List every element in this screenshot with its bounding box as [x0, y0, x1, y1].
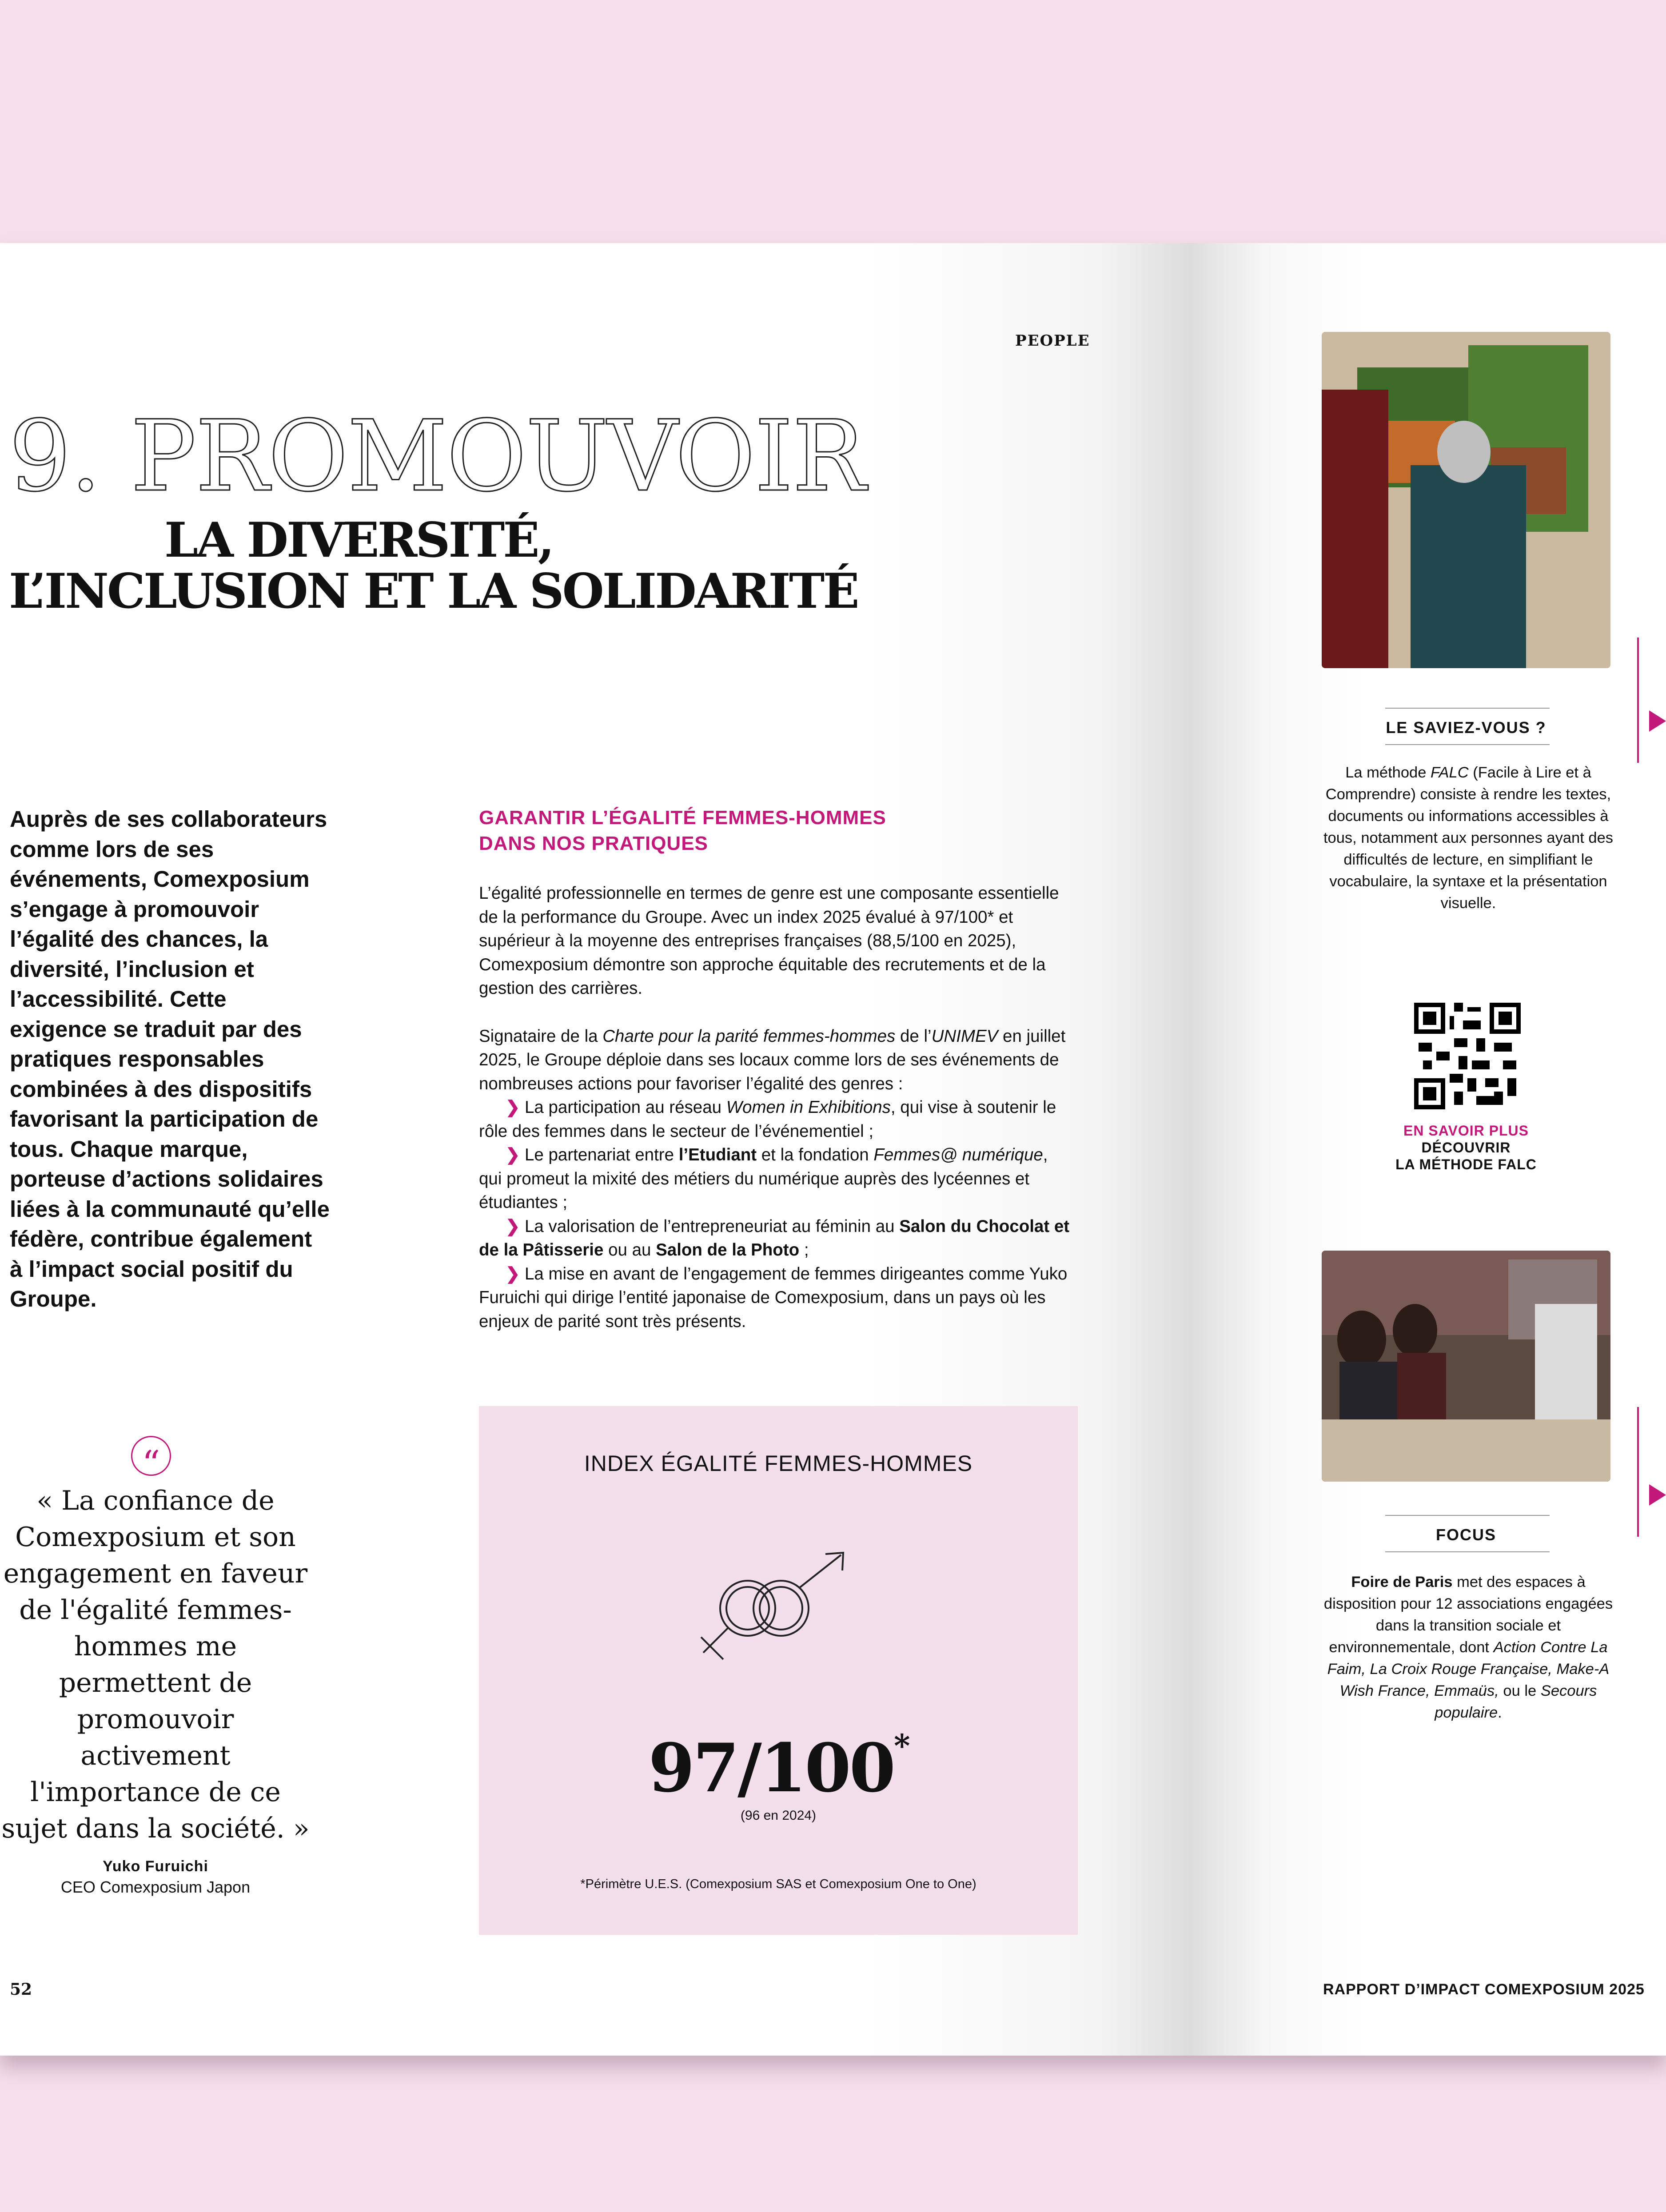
paragraph-charter: Signataire de la Charte pour la parité femmes-hommes de l’UNIMEV en juillet 2025, le Groupe déploie dans ses locaux comme lors de ses événements de nombreuses actions pour favoriser l’égalité des genres :	[479, 1026, 1066, 1093]
page-title-line3: L’INCLUSION ET LA SOLIDARITÉ	[9, 563, 858, 619]
list-item: ❯ La valorisation de l’entrepreneuriat au féminin au Salon du Chocolat et de la Pâtisserie ou au Salon de la Photo ;	[479, 1216, 1070, 1259]
section-heading-line1: GARANTIR L’ÉGALITÉ FEMMES-HOMMES	[479, 807, 886, 829]
list-item: ❯ La participation au réseau Women in Exhibitions, qui vise à soutenir le rôle des femmes dans le secteur de l’événementiel ;	[479, 1098, 1056, 1141]
page-title-line1: 9. PROMOUVOIR	[9, 399, 865, 513]
intro-paragraph: Auprès de ses collaborateurs comme lors de ses événements, Comexposium s’engage à promouvoir l’égalité des chances, la diversité, l’inclusion et l’accessibilité. Cette exigence se traduit par des pratiques responsables combinées à des dispositifs favorisant la participation de tous. Chaque marque, porteuse d’actions solidaires liées à la communauté qu’elle fédère, contribue également à l’impact social positif du Groupe.	[10, 806, 330, 1311]
section-body	[479, 881, 1074, 1333]
divider	[1385, 744, 1550, 745]
quote-icon: “	[131, 1436, 171, 1476]
bullet-arrow-icon: ❯	[506, 1098, 520, 1117]
pull-quote: « La confiance de Comexposium et son engagement en faveur de l'égalité femmes-hommes me permettent de promouvoir activement l'importance de ce sujet dans la société. »	[1, 1485, 310, 1844]
discover-falc-link[interactable]: DÉCOUVRIR LA MÉTHODE FALC	[1395, 1140, 1537, 1172]
learn-more-link[interactable]: EN SAVOIR PLUS	[1403, 1123, 1529, 1139]
gender-symbols-icon	[679, 1546, 865, 1688]
bullet-arrow-icon: ❯	[506, 1216, 520, 1236]
did-you-know-title: LE SAVIEZ-VOUS ?	[1386, 718, 1546, 737]
focus-text: Foire de Paris met des espaces à disposition pour 12 associations engagées dans la transition sociale et environnementale, dont Action Contre La Faim, La Croix Rouge Française, Make-A Wish France, Emmaüs, ou le Secours populaire.	[1323, 1574, 1613, 1721]
index-box	[479, 1406, 1078, 1935]
running-title: RAPPORT D’IMPACT COMEXPOSIUM 2025	[1323, 1981, 1645, 1998]
falc-text: La méthode FALC (Facile à Lire et à Comprendre) consiste à rendre les textes, documents ou informations accessibles à tous, notamment aux personnes ayant des difficultés de lecture, en simplifiant le vocabulaire, la syntaxe et la présentation visuelle.	[1323, 764, 1614, 912]
index-previous: (96 en 2024)	[740, 1808, 817, 1823]
qr-code-icon[interactable]	[1410, 998, 1525, 1114]
edge-arrow-icon	[1649, 1484, 1666, 1506]
magazine-spread	[0, 243, 1666, 2056]
list-item: ❯ Le partenariat entre l’Etudiant et la fondation Femmes@ numérique, qui promeut la mixité des métiers du numérique auprès des lycéennes et étudiantes ;	[479, 1145, 1048, 1212]
edge-marker-line	[1637, 1407, 1639, 1537]
quote-author: Yuko Furuichi	[103, 1858, 208, 1875]
bullet-arrow-icon: ❯	[506, 1145, 520, 1164]
index-footnote: *Périmètre U.E.S. (Comexposium SAS et Comexposium One to One)	[580, 1877, 976, 1891]
exhibition-photo	[1322, 332, 1610, 668]
bullet-arrow-icon: ❯	[506, 1264, 520, 1283]
quote-role: CEO Comexposium Japon	[60, 1878, 251, 1896]
divider	[1385, 708, 1550, 709]
section-heading-line2: DANS NOS PRATIQUES	[479, 833, 708, 854]
divider	[1385, 1551, 1550, 1552]
page-number: 52	[10, 1980, 32, 1999]
edge-marker-line	[1637, 638, 1639, 763]
page-title-line2: LA DIVERSITÉ,	[164, 512, 553, 568]
paragraph-equality: L’égalité professionnelle en termes de genre est une composante essentielle de la performance du Groupe. Avec un index 2025 évalué à 97/100* et supérieur à la moyenne des entreprises françaises (88,5/100 en 2025), Comexposium démontre son approche équitable des recrutements et de la gestion des carrières.	[479, 884, 1059, 998]
divider	[1385, 1515, 1550, 1516]
section-tag: PEOPLE	[1015, 332, 1090, 350]
index-value: 97/100*	[648, 1727, 909, 1807]
section-heading	[479, 805, 968, 857]
list-item: ❯ La mise en avant de l’engagement de femmes dirigeantes comme Yuko Furuichi qui dirige l’entité japonaise de Comexposium, dans un pays où les enjeux de parité sont très présents.	[479, 1264, 1068, 1331]
focus-title: FOCUS	[1436, 1526, 1496, 1544]
fair-stand-photo	[1322, 1251, 1610, 1482]
edge-arrow-icon	[1649, 710, 1666, 732]
index-box-title: INDEX ÉGALITÉ FEMMES-HOMMES	[584, 1451, 973, 1476]
